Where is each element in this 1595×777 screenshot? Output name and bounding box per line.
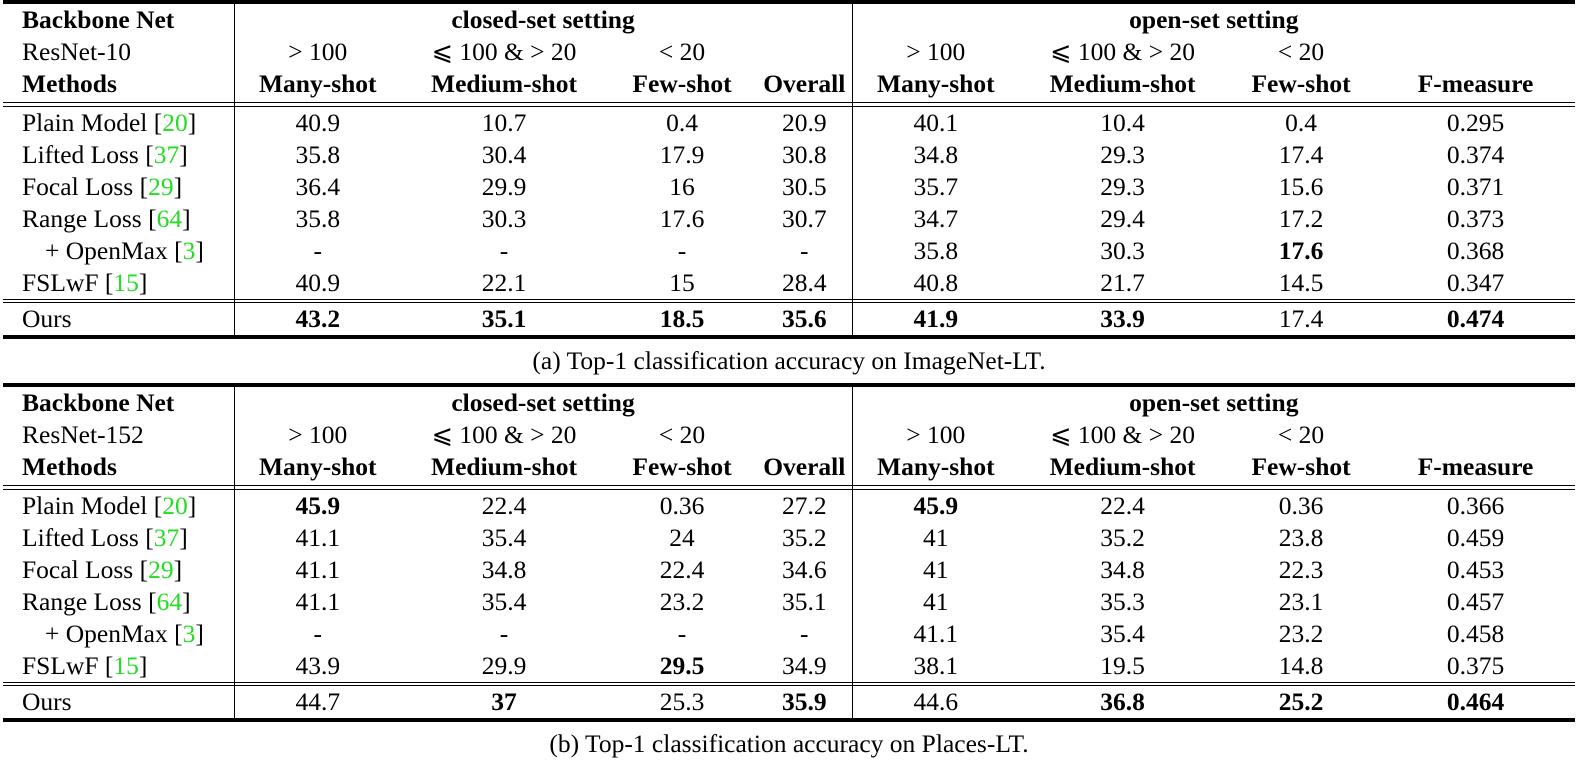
range-medium: ⩽ 100 & > 20 xyxy=(431,37,577,66)
citation-link[interactable]: 37 xyxy=(153,523,180,552)
range-many: > 100 xyxy=(288,37,348,66)
value-cell: 22.3 xyxy=(1278,555,1324,584)
value-cell: 35.4 xyxy=(1100,619,1145,648)
value-cell: 23.1 xyxy=(1278,587,1324,616)
value-cell: 21.7 xyxy=(1100,268,1145,297)
value-cell: 22.1 xyxy=(481,268,527,297)
value-cell: 35.8 xyxy=(295,140,341,169)
value-cell: 0.457 xyxy=(1446,587,1505,616)
value-cell: 23.8 xyxy=(1278,523,1324,552)
value-cell: 0.4 xyxy=(1285,108,1317,137)
value-cell: 38.1 xyxy=(913,651,959,680)
value-cell: 28.4 xyxy=(757,267,852,300)
value-cell: 33.9 xyxy=(1019,303,1226,338)
column-header-open: Many-shot xyxy=(852,451,1019,486)
method-name: + OpenMax xyxy=(45,236,168,265)
value-cell: 43.2 xyxy=(234,303,401,338)
citation-link[interactable]: 15 xyxy=(113,268,139,297)
range-empty xyxy=(1376,419,1575,451)
range-many: > 100 xyxy=(906,420,966,449)
table-caption: (a) Top-1 classification accuracy on ImageNet-LT. xyxy=(532,346,1046,375)
table-row xyxy=(3,650,1575,683)
value-cell: - xyxy=(499,236,509,265)
method-name-cell: + OpenMax [3] xyxy=(3,618,234,650)
value-cell: - xyxy=(677,619,687,648)
value-cell: 0.366 xyxy=(1446,491,1505,520)
range-few: < 20 xyxy=(658,37,706,66)
value-cell: 20.9 xyxy=(757,107,852,140)
closed-set-title: closed-set setting xyxy=(234,2,852,36)
value-cell: 40.9 xyxy=(295,268,341,297)
value-cell: 34.8 xyxy=(1100,555,1145,584)
table-row xyxy=(3,490,1575,523)
methods-label: Methods xyxy=(3,68,234,103)
method-name: Focal Loss xyxy=(22,555,134,584)
value-cell: 17.4 xyxy=(1278,140,1324,169)
value-cell: 41.1 xyxy=(913,619,959,648)
value-cell: 41.1 xyxy=(295,587,341,616)
value-cell: 35.4 xyxy=(481,587,527,616)
backbone-label: Backbone Net xyxy=(3,2,234,36)
value-cell: 29.3 xyxy=(1100,140,1145,169)
value-cell: 0.371 xyxy=(1446,172,1505,201)
value-cell: 36.4 xyxy=(295,172,341,201)
open-set-title: open-set setting xyxy=(852,385,1575,419)
value-cell: 30.5 xyxy=(757,171,852,203)
citation-link[interactable]: 29 xyxy=(148,555,174,584)
value-cell: 35.8 xyxy=(295,204,341,233)
method-name-cell: FSLwF [15] xyxy=(3,650,234,683)
value-cell: 0.459 xyxy=(1446,523,1505,552)
range-few: < 20 xyxy=(658,420,706,449)
value-cell: 17.6 xyxy=(659,204,705,233)
value-cell: 40.9 xyxy=(295,108,341,137)
value-cell: 14.5 xyxy=(1278,268,1324,297)
column-header-closed: Overall xyxy=(757,451,852,486)
value-cell: - xyxy=(757,618,852,650)
value-cell: 23.2 xyxy=(1278,619,1324,648)
value-cell: 25.3 xyxy=(607,686,757,721)
method-name-cell: FSLwF [15] xyxy=(3,267,234,300)
value-cell: 41 xyxy=(923,587,949,616)
value-cell: 36.8 xyxy=(1019,686,1226,721)
value-cell: 17.9 xyxy=(659,140,705,169)
closed-set-title: closed-set setting xyxy=(234,385,852,419)
method-name-cell: Range Loss [64] xyxy=(3,586,234,618)
value-cell: 0.373 xyxy=(1446,204,1505,233)
value-cell: 29.9 xyxy=(481,651,527,680)
value-cell: 35.4 xyxy=(481,523,527,552)
citation-link[interactable]: 37 xyxy=(153,140,180,169)
value-cell: 10.4 xyxy=(1100,108,1145,137)
methods-label: Methods xyxy=(3,451,234,486)
method-name: Ours xyxy=(3,303,234,338)
column-header-open: Many-shot xyxy=(852,68,1019,103)
value-cell: 35.2 xyxy=(1100,523,1145,552)
column-header-closed: Medium-shot xyxy=(401,68,607,103)
open-set-title: open-set setting xyxy=(852,2,1575,36)
value-cell: 0.453 xyxy=(1446,555,1505,584)
header-row-columns xyxy=(3,451,1575,486)
value-cell: 22.4 xyxy=(481,491,527,520)
value-cell: 29.4 xyxy=(1100,204,1145,233)
value-cell: 0.464 xyxy=(1376,686,1575,721)
range-many: > 100 xyxy=(288,420,348,449)
method-name-cell: Lifted Loss [37] xyxy=(3,139,234,171)
value-cell: 34.9 xyxy=(757,650,852,683)
value-cell: - xyxy=(313,236,322,265)
column-header-closed: Many-shot xyxy=(234,68,401,103)
value-cell: 14.8 xyxy=(1278,651,1324,680)
citation-link[interactable]: 29 xyxy=(148,172,174,201)
backbone-label: Backbone Net xyxy=(3,385,234,419)
header-row-setting xyxy=(3,2,1575,36)
range-empty xyxy=(757,419,852,451)
table-row xyxy=(3,618,1575,650)
range-medium: ⩽ 100 & > 20 xyxy=(1050,37,1195,66)
value-cell: 35.2 xyxy=(757,522,852,554)
value-cell: 22.4 xyxy=(659,555,705,584)
value-cell: 44.7 xyxy=(234,686,401,721)
value-cell: 0.36 xyxy=(659,491,705,520)
method-name: FSLwF xyxy=(22,651,99,680)
range-medium: ⩽ 100 & > 20 xyxy=(431,420,577,449)
value-cell: 37 xyxy=(401,686,607,721)
value-cell: 22.4 xyxy=(1100,491,1145,520)
value-cell: 16 xyxy=(669,172,695,201)
method-name-cell: Range Loss [64] xyxy=(3,203,234,235)
value-cell: 45.9 xyxy=(913,491,959,520)
value-cell: 17.4 xyxy=(1226,303,1376,338)
header-row-columns xyxy=(3,68,1575,103)
column-header-closed: Overall xyxy=(757,68,852,103)
value-cell: 30.4 xyxy=(481,140,527,169)
value-cell: 30.3 xyxy=(481,204,527,233)
value-cell: 25.2 xyxy=(1226,686,1376,721)
value-cell: 0.295 xyxy=(1446,108,1505,137)
table-caption: (b) Top-1 classification accuracy on Places-LT. xyxy=(549,729,1029,758)
citation-link[interactable]: 64 xyxy=(156,587,183,616)
table-row xyxy=(3,235,1575,267)
value-cell: - xyxy=(499,619,509,648)
column-header-closed: Few-shot xyxy=(607,68,757,103)
range-medium: ⩽ 100 & > 20 xyxy=(1050,420,1195,449)
method-name: Lifted Loss xyxy=(22,523,139,552)
table-row-ours xyxy=(3,686,1575,721)
value-cell: 35.8 xyxy=(913,236,959,265)
value-cell: 30.7 xyxy=(757,203,852,235)
column-header-closed: Medium-shot xyxy=(401,451,607,486)
header-row-ranges xyxy=(3,419,1575,451)
value-cell: 40.8 xyxy=(913,268,959,297)
value-cell: 0.36 xyxy=(1278,491,1324,520)
value-cell: - xyxy=(677,236,687,265)
table-row xyxy=(3,171,1575,203)
results-table-imagenet-lt xyxy=(3,0,1575,339)
value-cell: 10.7 xyxy=(481,108,527,137)
value-cell: 17.6 xyxy=(1278,236,1324,265)
method-name: + OpenMax xyxy=(45,619,168,648)
method-name-cell: + OpenMax [3] xyxy=(3,235,234,267)
column-header-closed: Few-shot xyxy=(607,451,757,486)
value-cell: - xyxy=(757,235,852,267)
value-cell: 34.8 xyxy=(913,140,959,169)
method-name: Plain Model xyxy=(22,108,148,137)
value-cell: 30.8 xyxy=(757,139,852,171)
method-name: Range Loss xyxy=(22,587,142,616)
results-table-places-lt xyxy=(3,383,1575,722)
value-cell: 41 xyxy=(923,555,949,584)
citation-link[interactable]: 3 xyxy=(182,236,196,265)
range-empty xyxy=(1376,36,1575,68)
method-name-cell: Focal Loss [29] xyxy=(3,554,234,586)
value-cell: 41.1 xyxy=(295,555,341,584)
value-cell: 0.458 xyxy=(1446,619,1505,648)
value-cell: 0.347 xyxy=(1446,268,1505,297)
column-header-closed: Many-shot xyxy=(234,451,401,486)
range-many: > 100 xyxy=(906,37,966,66)
value-cell: 0.375 xyxy=(1446,651,1505,680)
header-row-ranges xyxy=(3,36,1575,68)
value-cell: 34.8 xyxy=(481,555,527,584)
method-name: Ours xyxy=(3,686,234,721)
table-row xyxy=(3,267,1575,300)
value-cell: 19.5 xyxy=(1100,651,1145,680)
table-row xyxy=(3,554,1575,586)
citation-link[interactable]: 3 xyxy=(182,619,196,648)
method-name: Range Loss xyxy=(22,204,142,233)
method-name-cell: Plain Model [20] xyxy=(3,490,234,523)
value-cell: 15.6 xyxy=(1278,172,1324,201)
value-cell: 45.9 xyxy=(295,491,341,520)
value-cell: 35.1 xyxy=(401,303,607,338)
column-header-open: F-measure xyxy=(1376,451,1575,486)
column-header-open: Few-shot xyxy=(1226,451,1376,486)
value-cell: 30.3 xyxy=(1100,236,1145,265)
backbone-name: ResNet-152 xyxy=(3,419,234,451)
citation-link[interactable]: 20 xyxy=(162,108,188,137)
range-few: < 20 xyxy=(1277,37,1325,66)
value-cell: 15 xyxy=(669,268,695,297)
table-row xyxy=(3,203,1575,235)
range-empty xyxy=(757,36,852,68)
value-cell: 29.3 xyxy=(1100,172,1145,201)
method-name-cell: Lifted Loss [37] xyxy=(3,522,234,554)
value-cell: 18.5 xyxy=(607,303,757,338)
method-name: Lifted Loss xyxy=(22,140,139,169)
value-cell: 0.374 xyxy=(1446,140,1505,169)
method-name-cell: Plain Model [20] xyxy=(3,107,234,140)
table-row xyxy=(3,107,1575,140)
method-name: FSLwF xyxy=(22,268,99,297)
table-row xyxy=(3,522,1575,554)
value-cell: - xyxy=(313,619,322,648)
value-cell: 35.9 xyxy=(757,686,852,721)
method-name-cell: Focal Loss [29] xyxy=(3,171,234,203)
results-figure xyxy=(3,0,1575,766)
value-cell: 41 xyxy=(923,523,949,552)
value-cell: 27.2 xyxy=(757,490,852,523)
value-cell: 35.7 xyxy=(913,172,959,201)
method-name: Focal Loss xyxy=(22,172,134,201)
value-cell: 34.6 xyxy=(757,554,852,586)
table-row-ours xyxy=(3,303,1575,338)
value-cell: 35.1 xyxy=(757,586,852,618)
table-row xyxy=(3,139,1575,171)
column-header-open: Medium-shot xyxy=(1019,451,1226,486)
value-cell: 0.368 xyxy=(1446,236,1505,265)
value-cell: 24 xyxy=(669,523,695,552)
method-name: Plain Model xyxy=(22,491,148,520)
value-cell: 23.2 xyxy=(659,587,705,616)
citation-link[interactable]: 15 xyxy=(113,651,139,680)
value-cell: 17.2 xyxy=(1278,204,1324,233)
value-cell: 40.1 xyxy=(913,108,959,137)
value-cell: 41.1 xyxy=(295,523,341,552)
value-cell: 0.474 xyxy=(1376,303,1575,338)
value-cell: 29.5 xyxy=(659,651,705,680)
backbone-name: ResNet-10 xyxy=(3,36,234,68)
column-header-open: Medium-shot xyxy=(1019,68,1226,103)
value-cell: 0.4 xyxy=(666,108,698,137)
value-cell: 44.6 xyxy=(852,686,1019,721)
range-few: < 20 xyxy=(1277,420,1325,449)
value-cell: 41.9 xyxy=(852,303,1019,338)
citation-link[interactable]: 20 xyxy=(162,491,188,520)
value-cell: 35.6 xyxy=(757,303,852,338)
citation-link[interactable]: 64 xyxy=(156,204,183,233)
column-header-open: F-measure xyxy=(1376,68,1575,103)
value-cell: 34.7 xyxy=(913,204,959,233)
value-cell: 29.9 xyxy=(481,172,527,201)
value-cell: 43.9 xyxy=(295,651,341,680)
table-row xyxy=(3,586,1575,618)
value-cell: 35.3 xyxy=(1100,587,1145,616)
header-row-setting xyxy=(3,385,1575,419)
column-header-open: Few-shot xyxy=(1226,68,1376,103)
